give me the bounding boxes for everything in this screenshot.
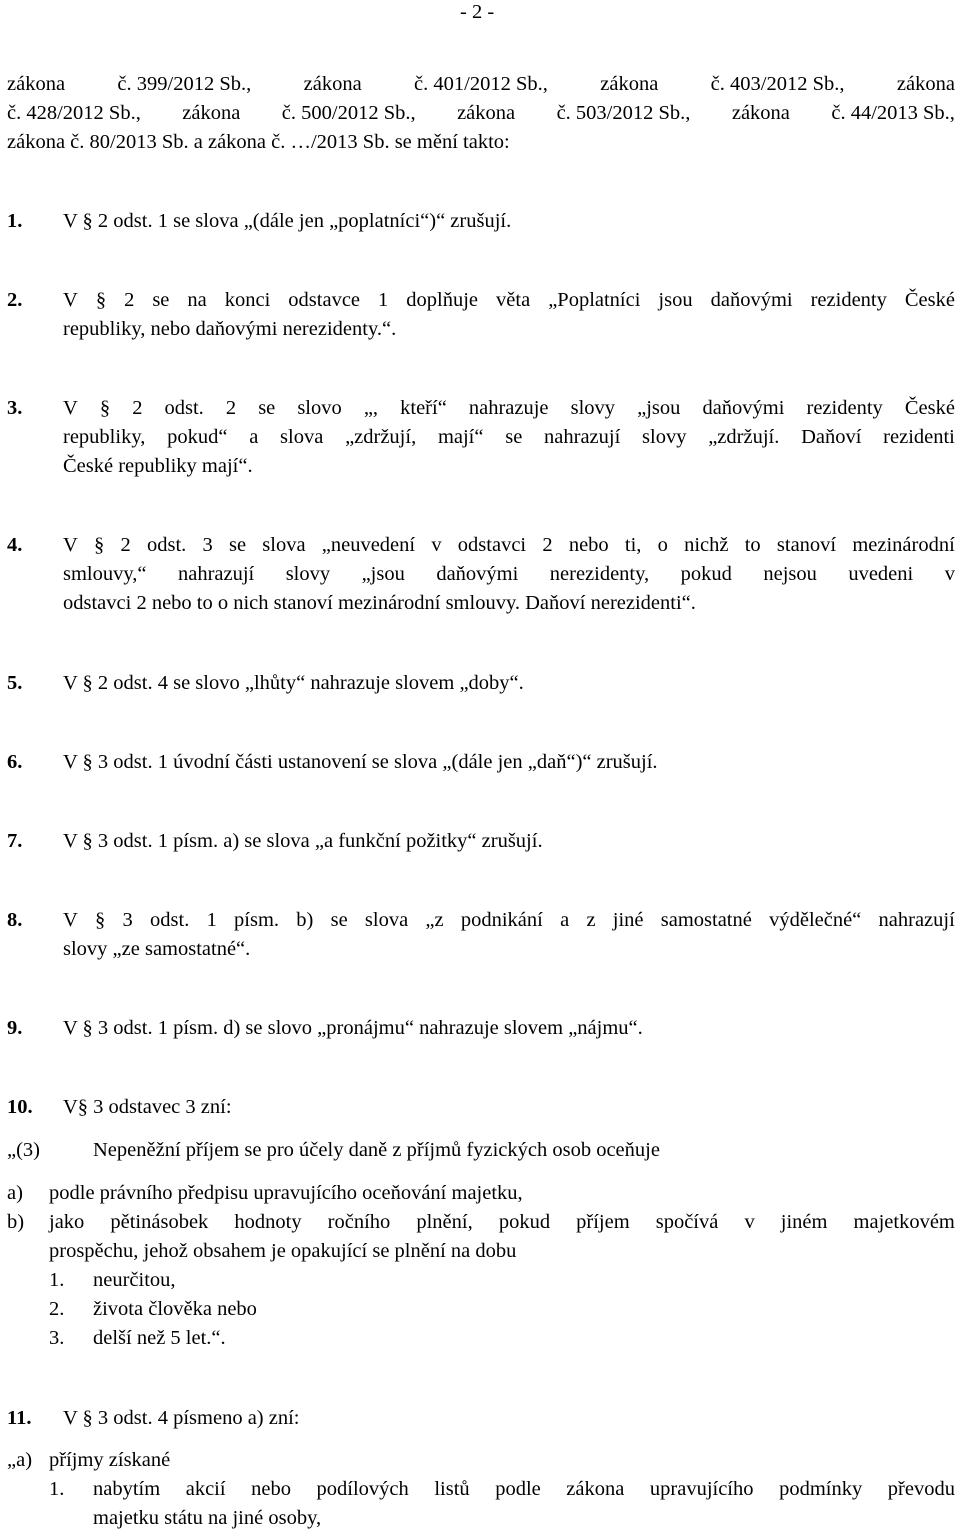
item-line: republiky, nebo daňovými nerezidenty.“. [63, 318, 397, 340]
word: plnění, [416, 1211, 473, 1233]
word: se [330, 909, 348, 931]
word: nahrazují [177, 563, 255, 585]
item-line [63, 561, 955, 590]
word: ti, [624, 534, 642, 556]
word: věta [496, 289, 531, 311]
letter-a-text: podle právního předpisu upravujícího oceňování majetku, [49, 1182, 523, 1204]
item-line: České republiky mají“. [63, 455, 253, 477]
word: stanoví [776, 534, 837, 556]
intro-word: zákona [457, 102, 516, 124]
item-line: V § 3 odst. 4 písmeno a) zní: [63, 1407, 300, 1429]
sub-number: 1. [49, 1269, 65, 1291]
word: daňovými [702, 397, 785, 419]
word: § [99, 397, 111, 419]
letter-b-line [49, 1209, 955, 1238]
item-number: 7. [7, 830, 23, 852]
word: pokud“ [167, 426, 228, 448]
item-number: 4. [7, 534, 23, 556]
word: se [228, 534, 247, 556]
word: „, [363, 397, 379, 419]
word: nabytím [93, 1478, 161, 1500]
word: odst. [164, 397, 204, 419]
intro-word: zákona [731, 102, 790, 124]
sub-line [93, 1476, 955, 1505]
word: b) [296, 909, 314, 931]
word: na [187, 289, 207, 311]
sub-text: života člověka nebo [93, 1298, 257, 1320]
intro-word: č. 403/2012 Sb., [710, 73, 845, 95]
word: nejsou [763, 563, 817, 585]
word: 2 [542, 534, 553, 556]
word: převodu [887, 1478, 955, 1500]
letter-text: příjmy získané [49, 1449, 171, 1471]
word: „jsou [637, 397, 681, 419]
item-line: V § 2 odst. 1 se slova „(dále jen „poplatníci“)“ zrušují. [63, 210, 512, 232]
item-number: 2. [7, 289, 23, 311]
intro-word: zákona [600, 73, 659, 95]
item-line: V§ 3 odstavec 3 zní: [63, 1096, 232, 1118]
sub-number: 1. [49, 1478, 65, 1500]
sub-text: neurčitou, [93, 1269, 176, 1291]
word: smlouvy,“ [63, 563, 147, 585]
word: slovy [570, 397, 616, 419]
word: kteří“ [400, 397, 447, 419]
item-number: 1. [7, 210, 23, 232]
word: mezinárodní [852, 534, 955, 556]
word: písm. [234, 909, 280, 931]
word: „zdržují. [708, 426, 780, 448]
word: V [63, 534, 78, 556]
word: republiky, [63, 426, 146, 448]
intro-line-3: zákona č. 80/2013 Sb. a zákona č. …/2013 Sb. se mění takto: [7, 131, 510, 153]
intro-word: č. 503/2012 Sb., [556, 102, 691, 124]
word: pokud [680, 563, 732, 585]
word: nahrazuje [468, 397, 549, 419]
word: 2 [124, 289, 135, 311]
word: České [904, 397, 955, 419]
intro-word: zákona [303, 73, 362, 95]
word: odstavce [288, 289, 361, 311]
word: výdělečné“ [769, 909, 862, 931]
word: 3 [122, 909, 133, 931]
item-line [63, 532, 955, 561]
word: daňovými [710, 289, 793, 311]
item-line: slovy „ze samostatné“. [63, 938, 251, 960]
word: slovo [297, 397, 342, 419]
word: daňovými [436, 563, 519, 585]
word: akcií [185, 1478, 226, 1500]
word: jiném [780, 1211, 828, 1233]
item-line: V § 3 odst. 1 písm. d) se slovo „pronájmu“ nahrazuje slovem „nájmu“. [63, 1017, 643, 1039]
word: nahrazují [544, 426, 621, 448]
word: 2 [120, 534, 131, 556]
paragraph-label: „(3) [7, 1139, 41, 1161]
word: „Poplatníci [548, 289, 641, 311]
intro-word: č. 44/2013 Sb., [831, 102, 955, 124]
word: jako [49, 1211, 85, 1233]
item-line [63, 395, 955, 424]
intro-word: zákona [7, 73, 66, 95]
word: „jsou [361, 563, 405, 585]
word: hodnoty [234, 1211, 302, 1233]
word: rezidenty [806, 397, 883, 419]
item-number: 11. [7, 1407, 32, 1429]
item-number: 8. [7, 909, 23, 931]
word: doplňuje [406, 289, 479, 311]
word: 3 [202, 534, 213, 556]
word: V [63, 397, 78, 419]
word: pokud [498, 1211, 551, 1233]
item-line [63, 907, 955, 936]
word: v [944, 563, 955, 585]
item-line: V § 3 odst. 1 písm. a) se slova „a funkční požitky“ zrušují. [63, 830, 543, 852]
letter-b-line: prospěchu, jehož obsahem je opakující se plnění na dobu [49, 1240, 517, 1262]
word: jiné [612, 909, 644, 931]
word: se [505, 426, 523, 448]
word: „z [425, 909, 444, 931]
word: 1 [206, 909, 217, 931]
word: § [94, 534, 105, 556]
word: zákona [566, 1478, 625, 1500]
word: ročního [327, 1211, 391, 1233]
word: pětinásobek [110, 1211, 209, 1233]
word: se [152, 289, 170, 311]
word: § [95, 909, 106, 931]
item-line: odstavci 2 nebo to o nich stanoví mezinárodní smlouvy. Daňoví nerezidenti“. [63, 592, 696, 614]
item-number: 5. [7, 672, 23, 694]
intro-word: zákona [896, 73, 955, 95]
word: „neuvedení [321, 534, 416, 556]
word: to [744, 534, 761, 556]
item-line [63, 287, 955, 316]
letter-b-label: b) [7, 1211, 25, 1233]
word: příjem [576, 1211, 630, 1233]
item-line: V § 3 odst. 1 úvodní části ustanovení se slova „(dále jen „daň“)“ zrušují. [63, 751, 658, 773]
word: 2 [132, 397, 143, 419]
word: odst. [150, 909, 190, 931]
intro-word: č. 428/2012 Sb., [7, 102, 141, 124]
word: odst. [146, 534, 187, 556]
intro-word: č. 399/2012 Sb., [117, 73, 252, 95]
word: České [904, 289, 955, 311]
word: samostatné [660, 909, 752, 931]
sub-text: delší než 5 let.“. [93, 1327, 226, 1349]
item-line [63, 424, 955, 453]
word: slovy [285, 563, 331, 585]
word: se [258, 397, 276, 419]
intro-word: zákona [182, 102, 241, 124]
word: slova [364, 909, 409, 931]
word: a [249, 426, 259, 448]
item-number: 9. [7, 1017, 23, 1039]
word: odstavci [457, 534, 527, 556]
word: slova [280, 426, 324, 448]
word: mají“ [437, 426, 484, 448]
word: majetkovém [853, 1211, 955, 1233]
item-number: 10. [7, 1096, 33, 1118]
word: rezidenty [810, 289, 887, 311]
word: z [586, 909, 596, 931]
word: „zdržují, [345, 426, 417, 448]
letter-label: „a) [7, 1449, 33, 1471]
intro-word: č. 401/2012 Sb., [414, 73, 548, 95]
word: slova [262, 534, 306, 556]
word: uvedeni [848, 563, 914, 585]
word: a [560, 909, 570, 931]
word: podmínky [779, 1478, 863, 1500]
word: nichž [684, 534, 729, 556]
item-number: 3. [7, 397, 23, 419]
intro-line-1 [7, 71, 955, 97]
word: spočívá [655, 1211, 719, 1233]
word: konci [224, 289, 271, 311]
word: nebo [568, 534, 609, 556]
item-line: V § 2 odst. 4 se slovo „lhůty“ nahrazuje slovem „doby“. [63, 672, 524, 694]
word: V [63, 909, 78, 931]
word: podle [495, 1478, 541, 1500]
word: nahrazují [878, 909, 955, 931]
word: v [431, 534, 442, 556]
word: rezidenti [883, 426, 955, 448]
intro-word: č. 500/2012 Sb., [281, 102, 416, 124]
word: v [744, 1211, 755, 1233]
word: podnikání [460, 909, 543, 931]
word: o [657, 534, 668, 556]
word: nerezidenty, [549, 563, 650, 585]
word: listů [434, 1478, 470, 1500]
word: Daňoví [801, 426, 862, 448]
letter-a-label: a) [7, 1182, 23, 1204]
sub-line: majetku státu na jiné osoby, [93, 1507, 322, 1529]
word: 1 [378, 289, 389, 311]
word: upravujícího [649, 1478, 754, 1500]
word: V [63, 289, 78, 311]
word: podílových [316, 1478, 409, 1500]
paragraph-heading: Nepeněžní příjem se pro účely daně z příjmů fyzických osob oceňuje [93, 1139, 660, 1161]
item-number: 6. [7, 751, 23, 773]
word: slovy [642, 426, 687, 448]
word: § [95, 289, 107, 311]
word: jsou [658, 289, 693, 311]
sub-number: 3. [49, 1327, 65, 1349]
word: nebo [251, 1478, 291, 1500]
word: 2 [225, 397, 237, 419]
page-number: - 2 - [460, 1, 495, 23]
sub-number: 2. [49, 1298, 65, 1320]
intro-line-2 [7, 100, 955, 126]
